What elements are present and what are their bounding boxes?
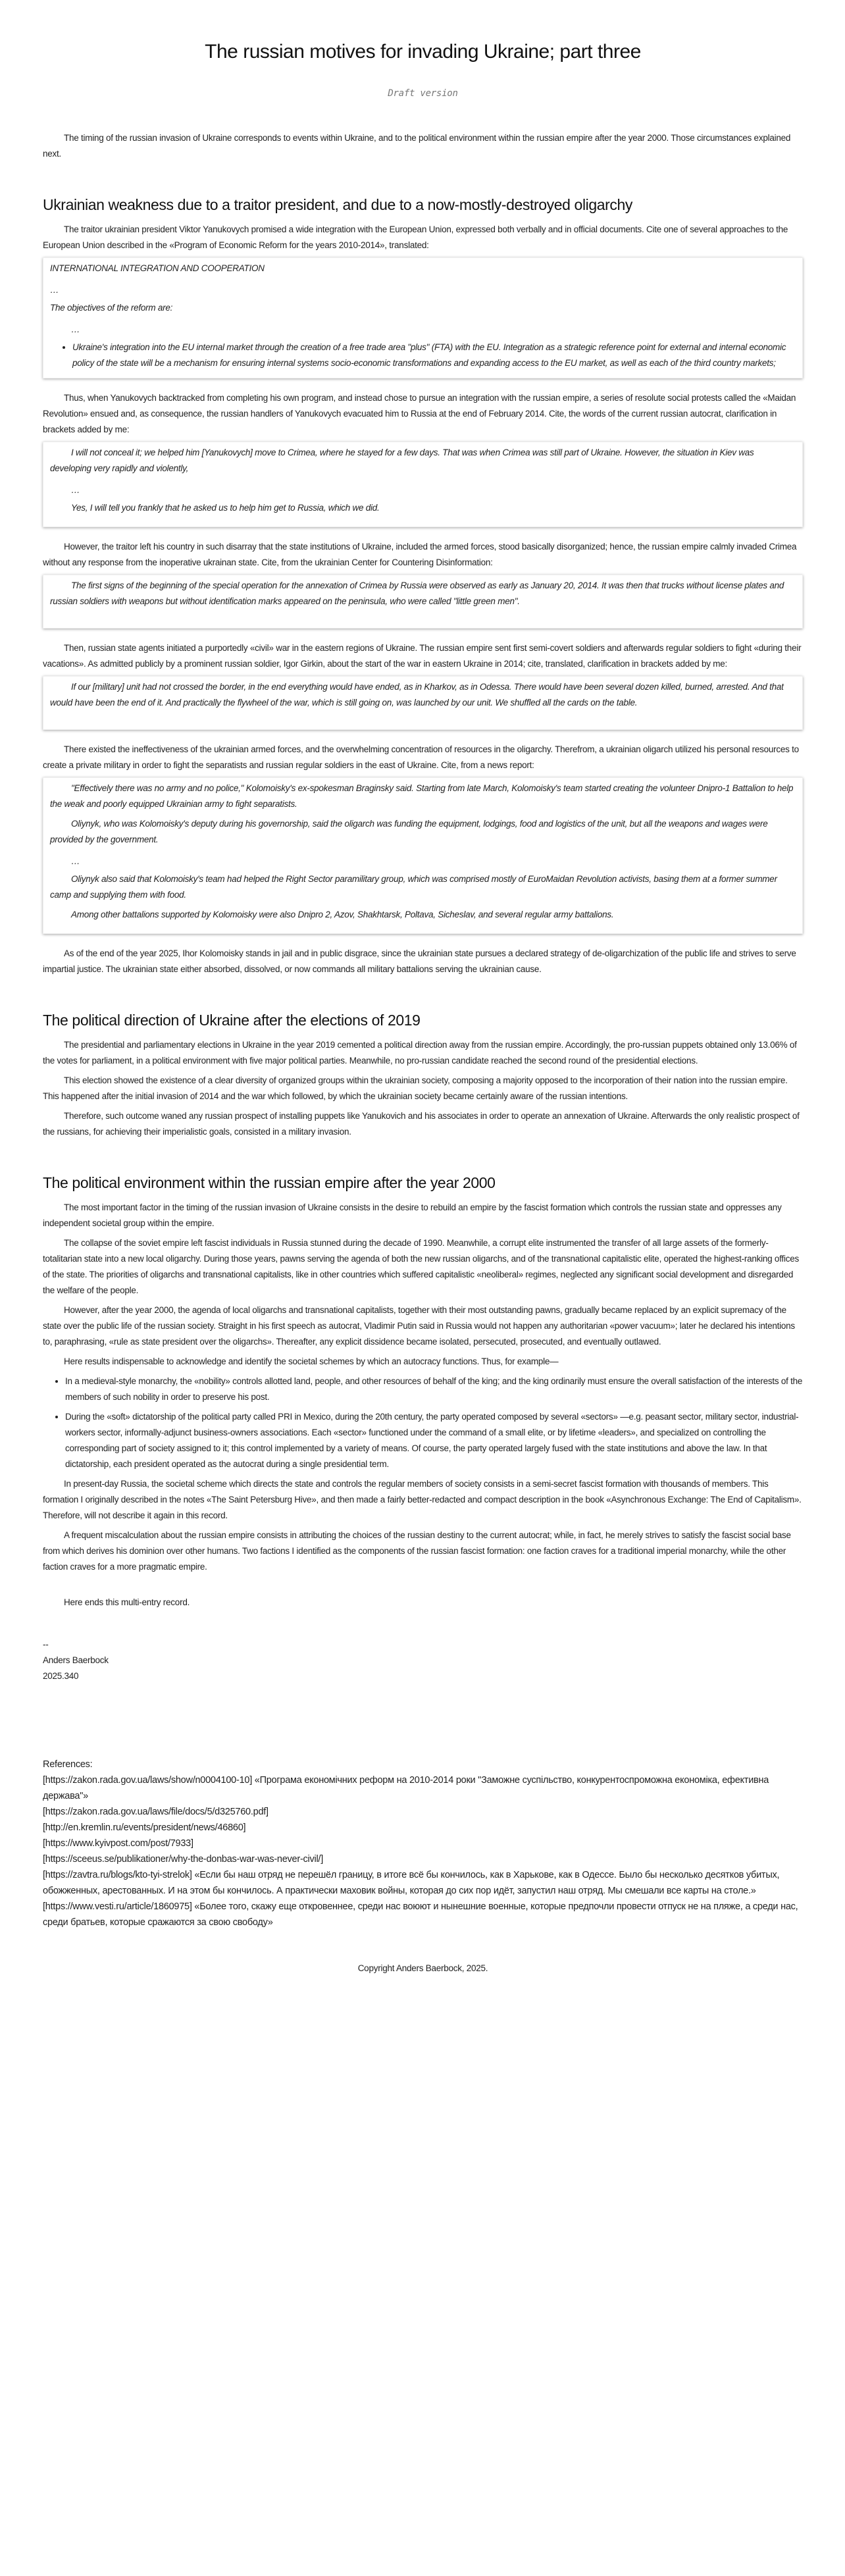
quote-text: Among other battalions supported by Kolomoisky were also Dnipro 2, Azov, Shakhtarsk, Poltava, Sicheslav, and several regular army battalions. [71,910,614,919]
quote-text: "Effectively there was no army and no police," Kolomoisky's ex-spokesman Braginsky said. Starting from late March, Kolomoisky's team started creating the volunteer Dnipro-1 Battalion to help the weak and poorly equipped Ukrainian army to fight separatists. [50,783,794,809]
closing-line: Here ends this multi-entry record. [64,1597,190,1607]
reference-item: [https://sceeus.se/publikationer/why-the-donbas-war-was-never-civil/] [43,1854,323,1865]
paragraph: The collapse of the soviet empire left fascist individuals in Russia stunned during the decade of 1990. Meanwhile, a corrupt elite instrumented the transfer of all large assets of the formerly-totalitarian state into a new local oligarchy. During those years, pawns serving the agenda of both the new russian oligarchs, and of the transnational capitalistic elite, operated the highest-ranking offices of the state. The priorities of oligarchs and transnational capitalists, like in other countries which suffered capitalistic «neoliberal» regimes, neglected any significant social development and disregarded the welfare of the people. [43,1238,799,1295]
paragraph: However, the traitor left his country in such disarray that the state institutions of Ukraine, included the armed forces, stood basically disorganized; hence, the russian empire calmly invaded Crimea without any response from the inoperative ukrainan state. Cite, from the ukrainian Center for Countering Disinformation: [43,542,797,567]
blockquote-reform-program [43,257,803,378]
article [0,41,845,1973]
ellipsis: … [71,485,80,495]
paragraph: In present-day Russia, the societal scheme which directs the state and controls the regular members of society consists in a semi-secret fascist formation with thousands of members. This formation I originally described in the notes «The Saint Petersburg Hive», and then made a fairly better-redacted and compact description in the book «Asynchronous Exchange: The End of Capitalism». Therefore, will not describe it again in this record. [43,1479,802,1520]
section-political-direction [43,1012,803,1140]
reference-item: [https://zavtra.ru/blogs/kto-tyi-strelok] «Если бы наш отряд не перешёл границу, в итоге всё бы кончилось, как в Харькове, как в Одессе. Было бы несколько десятков убитых, обожженных, арестованных. И на этом бы кончилось. А практически маховик войны, которая до сих пор идёт, запустил наш отряд. Мы смешали все карты на столе.» [43,1870,780,1896]
draft-label: Draft version [388,88,458,99]
paragraph: The presidential and parliamentary elections in Ukraine in the year 2019 cemented a political direction away from the russian empire. Accordingly, the pro-russian puppets obtained only 13.06% of the votes for parliament, in a political environment with five major political parties. Meanwhile, no pro-russian candidate reached the second round of the presidential elections. [43,1040,797,1066]
references-label: References: [43,1759,93,1770]
reference-item: [https://zakon.rada.gov.ua/laws/file/docs/5/d325760.pdf] [43,1807,269,1817]
paragraph: Then, russian state agents initiated a purportedly «civil» war in the eastern regions of Ukraine. The russian empire sent first semi-covert soldiers and afterwards regular soldiers to fight «during their vacations». As admitted publicly by a prominent russian soldier, Igor Girkin, about the start of the war in eastern Ukraine in 2014; cite, translated, clarification in brackets added by me: [43,643,802,669]
blockquote-girkin [43,676,803,730]
signature [43,1637,803,1684]
paragraph: However, after the year 2000, the agenda of local oligarchs and transnational capitalists, together with their most outstanding pawns, gradually became replaced by an explicit supremacy of the state over the public life of the russian society. Straight in his first speech as autocrat, Vladimir Putin said in Russia would not happen any authoritarian «power vacuum»; later he declared his intentions to, paraphrasing, «rule as state president over the oligarchs». Thereafter, any explicit dissidence became isolated, persecuted, prosecuted, and eventually outlawed. [43,1305,795,1347]
page-title: The russian motives for invading Ukraine; part three [205,41,641,63]
blockquote-autocrat [43,442,803,527]
reference-item: [https://www.vesti.ru/article/1860975] «Более того, скажу еще откровеннее, среди нас воюют и нынешние военные, которые предпочли провести отпуск не на пляже, а среди нас, среди братьев, которые сражаются за свою свободу» [43,1901,798,1928]
blockquote-disinformation-center [43,575,803,629]
reference-item: [http://en.kremlin.ru/events/president/news/46860] [43,1822,246,1833]
copyright: Copyright Anders Baerbock, 2025. [357,1963,488,1973]
quote-text: I will not conceal it; we helped him [Yanukovych] move to Crimea, where he stayed for a few days. That was when Crimea was still part of Ukraine. However, the situation in Kiev was developing very rapidly and violently, [50,448,754,473]
quote-list-item: • Ukraine's integration into the EU internal market through the creation of a free trade area "plus" (FTA) with the EU. Integration as a strategic reference point for external and internal economic policy of the state will be a mechanism for ensuring internal systems socio-economic transformations and expanding access to the EU market, as well as each of the third country markets; [72,340,797,371]
paragraph: Therefore, such outcome waned any russian prospect of installing puppets like Yanukovich and his associates in order to operate an annexation of Ukraine. Afterwards the only realistic prospect of the russians, for achieving their imperialistic goals, consisted in a military invasion. [43,1111,800,1137]
quote-heading: INTERNATIONAL INTEGRATION AND COOPERATION [50,263,265,273]
autocracy-examples-list [43,1374,803,1472]
signature-date: 2025.340 [43,1671,79,1681]
quote-text: Oliynyk also said that Kolomoisky's team had helped the Right Sector paramilitary group, which was comprised mostly of EuroMaidan Revolution activists, basing them at a former summer camp and supplying them with food. [50,874,777,900]
paragraph: The most important factor in the timing of the russian invasion of Ukraine consists in the desire to rebuild an empire by the fascist formation which controls the russian state and oppresses any independent societal group within the empire. [43,1202,782,1228]
author-name: Anders Baerbock [43,1655,109,1665]
paragraph: Thus, when Yanukovych backtracked from completing his own program, and instead chose to pursue an integration with the russian empire, a series of resolute social protests called the «Maidan Revolution» ensued and, as consequence, the russian handlers of Yanukovych evacuated him to Russia at the end of February 2014. Cite, the words of the current russian autocrat, clarification in brackets added by me: [43,393,796,434]
reference-item: [https://www.kyivpost.com/post/7933] [43,1838,193,1849]
paragraph: A frequent miscalculation about the russian empire consists in attributing the choices of the russian destiny to the current autocrat; while, in fact, he merely strives to satisfy the fascist social base from which derives his dominion over other humans. Two factions I identified as the components of the russian fascist formation: one faction craves for a traditional imperial monarchy, while the other faction craves for a more pragmatic empire. [43,1530,791,1572]
quote-text: The first signs of the beginning of the special operation for the annexation of Crimea by Russia were observed as early as January 20, 2014. It was then that trucks without license plates and russian soldiers with weapons but without identification marks appeared on the peninsula, who were called "little green men". [50,580,784,606]
list-item: • During the «soft» dictatorship of the political party called PRI in Mexico, during the 20th century, the party operated composed by several «sectors» —e.g. peasant sector, military sector, industrial-workers sector, informally-adjunct business-owners associations. Each «sector» functioned under the command of a small elite, or by lifetime «leaders», and specialized on controlling the corresponding part of society assigned to it; this control implemented by a variety of means. Of course, the party operated largely fused with the state institutions and above the law. In that dictatorship, each president operated as the autocrat during a single presidential term. [65,1409,803,1472]
ellipsis: … [50,285,59,295]
blockquote-news-report [43,777,803,934]
quote-text: Oliynyk, who was Kolomoisky's deputy during his governorship, said the oligarch was funding the equipment, lodgings, food and logistics of the unit, but all the weapons and wages were provided by the government. [50,819,768,844]
paragraph: As of the end of the year 2025, Ihor Kolomoisky stands in jail and in public disgrace, since the ukrainian state pursues a declared strategy of de-oligarchization of the public life and strives to serve impartial justice. The ukrainian state either absorbed, dissolved, or now commands all military battalions serving the ukrainian cause. [43,948,796,974]
references [43,1757,803,1930]
list-item: • In a medieval-style monarchy, the «nobility» controls allotted land, people, and other resources of behalf of the king; and the king ordinarily must ensure the overall satisfaction of the interests of the members of such nobility in order to preserve his post. [65,1374,803,1405]
paragraph: There existed the ineffectiveness of the ukrainian armed forces, and the overwhelming concentration of resources in the oligarchy. Therefrom, a ukrainian oligarch utilized his personal resources to create a private military in order to fight the separatists and russian regular soldiers in the east of Ukraine. Cite, from a news report: [43,744,799,770]
section-political-environment [43,1174,803,1575]
paragraph: Here results indispensable to acknowledge and identify the societal schemes by which an autocracy functions. Thus, for example— [64,1356,559,1366]
paragraph: This election showed the existence of a clear diversity of organized groups within the ukrainian society, composing a majority opposed to the incorporation of their nation into the russian empire. This happened after the initial invasion of 2014 and the war which followed, by which the ukrainian society became certainly aware of the russian intentions. [43,1075,788,1101]
ellipsis: … [71,856,80,866]
section-heading: The political environment within the russian empire after the year 2000 [43,1174,496,1191]
quote-text: If our [military] unit had not crossed the border, in the end everything would have ended, as in Kharkov, as in Odessa. There would have been several dozen killed, burned, arrested. And that would have been the end of it. And practically the flywheel of the war, which is still going on, was launched by our unit. We shuffled all the cards on the table. [50,682,784,708]
intro-paragraph: The timing of the russian invasion of Ukraine corresponds to events within Ukraine, and to the political environment within the russian empire after the year 2000. Those circumstances explained next. [43,133,791,159]
quote-text: The objectives of the reform are: [50,303,173,313]
signature-dash: -- [43,1639,49,1649]
reference-item: [https://zakon.rada.gov.ua/laws/show/n0004100-10] «Програма економічних реформ на 2010-2014 роки "Заможне суспільство, конкурентоспроможна економіка, ефективна держава"» [43,1775,769,1801]
section-heading: The political direction of Ukraine after the elections of 2019 [43,1012,421,1029]
section-heading: Ukrainian weakness due to a traitor president, and due to a now-mostly-destroyed oligarchy [43,196,632,213]
paragraph: The traitor ukrainian president Viktor Yanukovych promised a wide integration with the European Union, expressed both verbally and in official documents. Cite one of several approaches to the European Union described in the «Program of Economic Reform for the years 2010-2014», translated: [43,224,788,250]
ellipsis: … [71,324,80,334]
section-ukrainian-weakness [43,196,803,977]
quote-text: Yes, I will tell you frankly that he asked us to help him get to Russia, which we did. [71,503,380,513]
